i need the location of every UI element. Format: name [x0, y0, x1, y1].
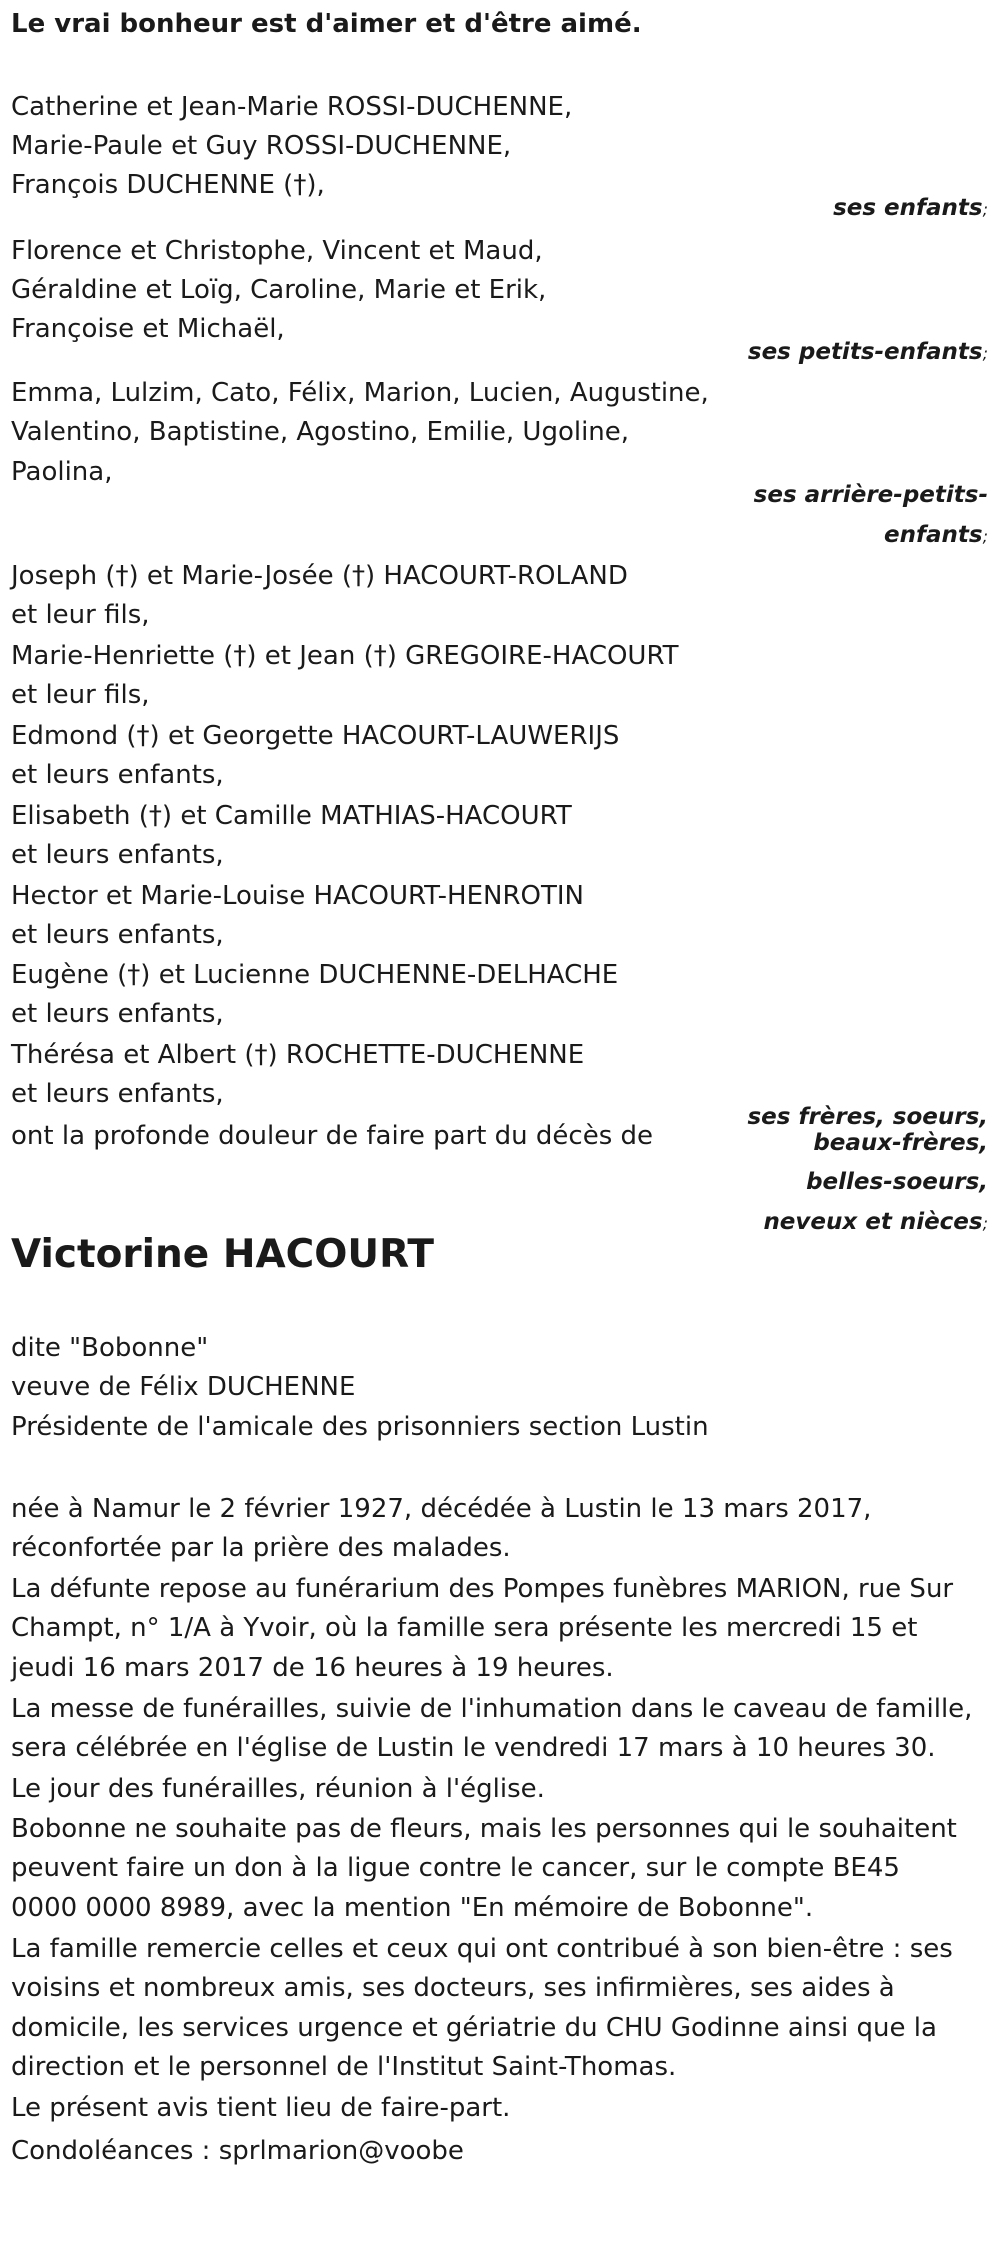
- sibling-line: Elisabeth (†) et Camille MATHIAS-HACOURT: [11, 801, 572, 831]
- sibling-line: et leurs enfants,: [11, 920, 224, 950]
- paragraph-line: peuvent faire un don à la ligue contre le cancer, sur le compte BE45: [11, 1853, 900, 1883]
- sibling-line: Edmond (†) et Georgette HACOURT-LAUWERIJS: [11, 721, 620, 751]
- sibling-line: et leurs enfants,: [11, 1079, 224, 1109]
- role-label-great-grandchildren: ses arrière-petits-: [753, 482, 988, 508]
- sibling-line: Thérésa et Albert (†) ROCHETTE-DUCHENNE: [11, 1040, 585, 1070]
- grandchildren-line: Géraldine et Loïg, Caroline, Marie et Erik,: [11, 275, 547, 305]
- grandchildren-line: Florence et Christophe, Vincent et Maud,: [11, 236, 543, 266]
- paragraph-line: La messe de funérailles, suivie de l'inhumation dans le caveau de famille,: [11, 1694, 973, 1724]
- paragraph-line: voisins et nombreux amis, ses docteurs, ses infirmières, ses aides à: [11, 1973, 895, 2003]
- role-label-children: ses enfants;: [833, 195, 988, 221]
- paragraph-line: Le jour des funérailles, réunion à l'église.: [11, 1774, 545, 1804]
- sibling-line: Joseph (†) et Marie-Josée (†) HACOURT-ROLAND: [11, 561, 628, 591]
- sibling-line: et leurs enfants,: [11, 999, 224, 1029]
- paragraph-line: direction et le personnel de l'Institut Saint-Thomas.: [11, 2052, 677, 2082]
- role-label-siblings: beaux-frères,: [813, 1130, 988, 1156]
- paragraph-line: sera célébrée en l'église de Lustin le vendredi 17 mars à 10 heures 30.: [11, 1733, 936, 1763]
- role-label-grandchildren: ses petits-enfants;: [747, 339, 988, 365]
- sibling-line: Eugène (†) et Lucienne DUCHENNE-DELHACHE: [11, 960, 619, 990]
- announcement: ont la profonde douleur de faire part du décès de: [11, 1121, 654, 1151]
- paragraph-line: 0000 0000 8989, avec la mention "En mémoire de Bobonne".: [11, 1893, 814, 1923]
- great-grandchildren-line: Emma, Lulzim, Cato, Félix, Marion, Lucien, Augustine,: [11, 378, 709, 408]
- paragraph-line: réconfortée par la prière des malades.: [11, 1533, 511, 1563]
- sibling-line: et leurs enfants,: [11, 840, 224, 870]
- sibling-line: et leur fils,: [11, 680, 150, 710]
- deceased-name: Victorine HACOURT: [11, 1232, 434, 1277]
- role-label-siblings: neveux et nièces;: [763, 1209, 988, 1235]
- great-grandchildren-line: Valentino, Baptistine, Agostino, Emilie, Ugoline,: [11, 417, 630, 447]
- sibling-line: Marie-Henriette (†) et Jean (†) GREGOIRE-HACOURT: [11, 641, 679, 671]
- paragraph-line: née à Namur le 2 février 1927, décédée à Lustin le 13 mars 2017,: [11, 1494, 872, 1524]
- paragraph-line: Champt, n° 1/A à Yvoir, où la famille sera présente les mercredi 15 et: [11, 1613, 918, 1643]
- paragraph-line: La défunte repose au funérarium des Pompes funèbres MARION, rue Sur: [11, 1574, 954, 1604]
- deceased-title: Présidente de l'amicale des prisonniers section Lustin: [11, 1412, 709, 1442]
- paragraph-line: jeudi 16 mars 2017 de 16 heures à 19 heures.: [11, 1653, 614, 1683]
- sibling-line: Hector et Marie-Louise HACOURT-HENROTIN: [11, 881, 584, 911]
- deceased-nickname: dite "Bobonne": [11, 1333, 209, 1363]
- paragraph-line: Le présent avis tient lieu de faire-part.: [11, 2093, 511, 2123]
- paragraph-line: Bobonne ne souhaite pas de fleurs, mais les personnes qui le souhaitent: [11, 1814, 957, 1844]
- children-line: François DUCHENNE (†),: [11, 170, 325, 200]
- quote: Le vrai bonheur est d'aimer et d'être aimé.: [11, 9, 642, 39]
- paragraph-line: domicile, les services urgence et gériatrie du CHU Godinne ainsi que la: [11, 2013, 937, 2043]
- role-label-siblings: ses frères, soeurs,: [747, 1104, 988, 1130]
- condolences-line: Condoléances : sprlmarion@voobe: [11, 2136, 464, 2166]
- grandchildren-line: Françoise et Michaël,: [11, 314, 285, 344]
- deceased-widow: veuve de Félix DUCHENNE: [11, 1372, 356, 1402]
- children-line: Catherine et Jean-Marie ROSSI-DUCHENNE,: [11, 92, 573, 122]
- sibling-line: et leurs enfants,: [11, 760, 224, 790]
- paragraph-line: La famille remercie celles et ceux qui ont contribué à son bien-être : ses: [11, 1934, 953, 1964]
- great-grandchildren-line: Paolina,: [11, 457, 113, 487]
- children-line: Marie-Paule et Guy ROSSI-DUCHENNE,: [11, 131, 512, 161]
- role-label-great-grandchildren: enfants;: [884, 522, 988, 548]
- sibling-line: et leur fils,: [11, 600, 150, 630]
- role-label-siblings: belles-soeurs,: [806, 1169, 988, 1195]
